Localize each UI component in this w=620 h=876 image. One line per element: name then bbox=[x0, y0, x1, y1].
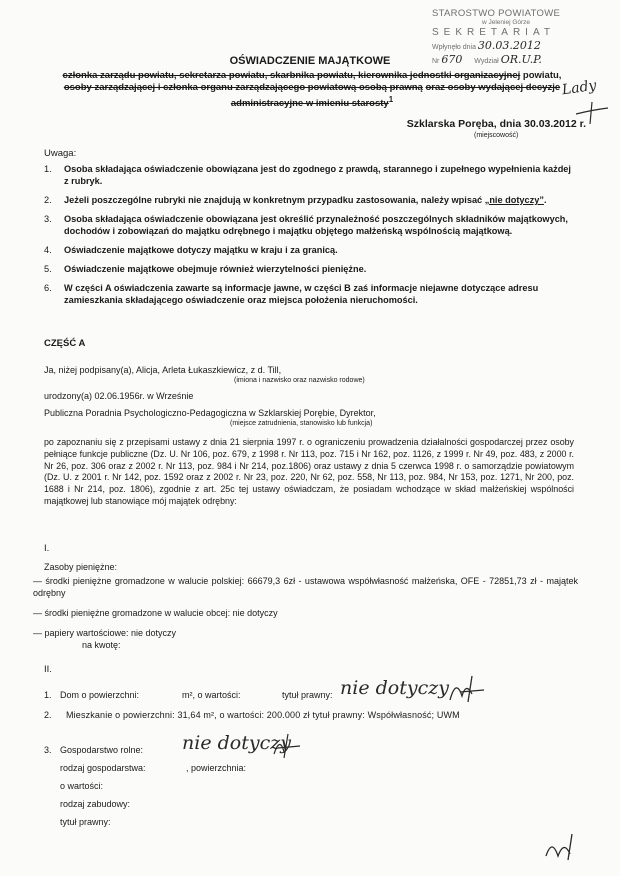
subtitle-struck-1: członka zarządu powiatu, sekretarza powiatu, skarbnika powiatu, kierownika jednostki organizacyjnej bbox=[62, 70, 521, 81]
subtitle-footnote-mark: 1 bbox=[388, 94, 394, 104]
initials-signature-icon bbox=[444, 672, 486, 706]
stamp-nr-label: Nr bbox=[432, 57, 440, 65]
farm-area-label: , powierzchnia: bbox=[186, 763, 247, 773]
notes-list bbox=[44, 164, 574, 314]
stamp-dept: SEKRETARIAT bbox=[432, 27, 555, 39]
list-item: 1. Osoba składająca oświadczenie obowiązana jest do zgodnego z prawdą, starannego i zupełnego wypełnienia każdej z rubryk. bbox=[44, 164, 571, 186]
farm-title-label: tytuł prawny: bbox=[60, 817, 111, 827]
place-caption: (miejscowość) bbox=[474, 132, 519, 139]
list-item: 2. Jeżeli poszczególne rubryki nie znajdują w konkretnym przypadku zastosowania, należy wpisać „nie dotyczy”. bbox=[44, 194, 547, 205]
document-subtitle bbox=[52, 70, 572, 110]
securities-amount-label: na kwotę: bbox=[82, 640, 121, 650]
stamp-wydzial-value: OR.U.P. bbox=[500, 52, 542, 66]
birth-line: urodzony(a) 02.06.1956r. w Wrześnie bbox=[44, 391, 194, 401]
place-date: Szklarska Poręba, dnia 30.03.2012 r. bbox=[406, 118, 586, 130]
stamp-wydzial-label: Wydział bbox=[474, 57, 499, 65]
farm-initials-icon bbox=[270, 730, 304, 760]
house-label: Dom o powierzchni: bbox=[60, 690, 140, 700]
stamp-nr-value: 670 bbox=[441, 52, 463, 66]
house-number: 1. bbox=[44, 690, 52, 700]
cash-resources-label: Zasoby pieniężne: bbox=[44, 562, 118, 572]
stamp-office: STAROSTWO POWIATOWE bbox=[432, 8, 561, 19]
stamp-city: w Jeleniej Górze bbox=[481, 19, 531, 27]
farm-label: Gospodarstwo rolne: bbox=[60, 745, 144, 755]
list-item: 3. Osoba składająca oświadczenie obowiązana jest określić przynależność poszczególnych składników majątkowych, dochodów i zobowiązań do majątku odrębnego i majątku objętego małżeńską wspólnością majątkową. bbox=[44, 213, 568, 236]
list-item: 5. Oświadczenie majątkowe obejmuje również wierzytelności pieniężne. bbox=[44, 263, 367, 274]
stamp-received-row bbox=[432, 39, 580, 52]
pln-funds-line: — środki pieniężne gromadzone w walucie polskiej: 66679,3 6zł - ustawowa współwłasność małżeńska, OFE - 72851,73 zł - majątek odrębny bbox=[33, 576, 578, 598]
document-title: OŚWIADCZENIE MAJĄTKOWE bbox=[229, 55, 391, 67]
page-initials-icon bbox=[540, 830, 584, 864]
subtitle-struck-2: osoby zarządzającej i członka organu zarządzającego powiatową osobą prawną bbox=[63, 82, 423, 94]
securities-line: — papiery wartościowe: nie dotyczy bbox=[33, 628, 177, 638]
stamp-received-label: Wpłynęło dnia bbox=[432, 44, 476, 52]
house-handwritten: nie dotyczy bbox=[340, 677, 449, 699]
farm-buildings-label: rodzaj zabudowy: bbox=[60, 799, 131, 809]
farm-number: 3. bbox=[44, 745, 52, 755]
declarant-line: Ja, niżej podpisany(a), Alicja, Arleta Łukaszkiewicz, z d. Till, bbox=[44, 365, 282, 375]
farm-value-label: o wartości: bbox=[60, 781, 104, 791]
subtitle-kept: powiatu, bbox=[522, 70, 562, 81]
list-item: 4. Oświadczenie majątkowe dotyczy majątku w kraju i za granicą. bbox=[44, 244, 338, 255]
subtitle-struck-3: oraz osoby wydającej decyzje administracyjne w imieniu starosty bbox=[230, 82, 561, 109]
apartment-line: Mieszkanie o powierzchni: 31,64 m², o wartości: 200.000 zł tytuł prawny: Współwłasność; UWM bbox=[66, 710, 460, 720]
stamp-received-date: 30.03.2012 bbox=[477, 39, 541, 53]
margin-handwritten-note: Lady bbox=[560, 77, 598, 99]
foreign-funds-line: — środki pieniężne gromadzone w walucie obcej: nie dotyczy bbox=[33, 608, 278, 618]
not-applicable-phrase: „nie dotyczy” bbox=[484, 194, 544, 205]
declarant-caption: (imiona i nazwisko oraz nazwisko rodowe) bbox=[234, 377, 365, 384]
notes-heading: Uwaga: bbox=[44, 148, 77, 159]
farm-type-label: rodzaj gospodarstwa: bbox=[60, 763, 146, 773]
apartment-number: 2. bbox=[44, 710, 52, 720]
employer-caption: (miejsce zatrudnienia, stanowisko lub funkcja) bbox=[230, 420, 373, 427]
section-2-heading: II. bbox=[44, 664, 52, 675]
list-item: 6. W części A oświadczenia zawarte są informacje jawne, w części B zaś informacje niejawne dotyczące adresu zamieszkania składającego oświadczenie oraz miejsca położenia nieruchomości. bbox=[44, 282, 539, 305]
farm-handwritten: nie dotyczy bbox=[182, 732, 291, 754]
part-a-heading: CZĘŚĆ A bbox=[44, 338, 86, 349]
section-1-heading: I. bbox=[44, 543, 50, 554]
house-value-label: m², o wartości: bbox=[182, 690, 241, 700]
house-title-label: tytuł prawny: bbox=[282, 690, 333, 700]
legal-paragraph: po zapoznaniu się z przepisami ustawy z dnia 21 sierpnia 1997 r. o ograniczeniu prowadzenia działalności gospodarczej przez osoby pełniące funkcje publiczne (Dz. U. Nr 106, poz. 679, z 1998 r. Nr 113, poz. 715 i Nr 162, poz. 1126, z 1999 r. Nr 49, poz. 483, z 2000 r. Nr 26, poz. 306 oraz z 2002 r. Nr 113, poz. 984 i Nr 214, poz.1806) oraz ustawy z dnia 5 czerwca 1998 r. o samorządzie powiatowym (Dz. U. z 2001 r. Nr 142, poz. 1592 oraz z 2002 r. Nr 23, poz. 220, Nr 62, poz. 558, Nr 113, poz. 984, Nr 153, poz. 1271, Nr 200, poz. 1688 i Nr 214, poz. 1806), zgodnie z art. 25c tej ustawy oświadczam, że posiadam wchodzące w skład małżeńskiej wspólności majątkowej lub stanowiące mój majątek odrębny: bbox=[44, 437, 574, 506]
employer-line: Publiczna Poradnia Psychologiczno-Pedagogiczna w Szklarskiej Porębie, Dyrektor, bbox=[44, 408, 376, 418]
